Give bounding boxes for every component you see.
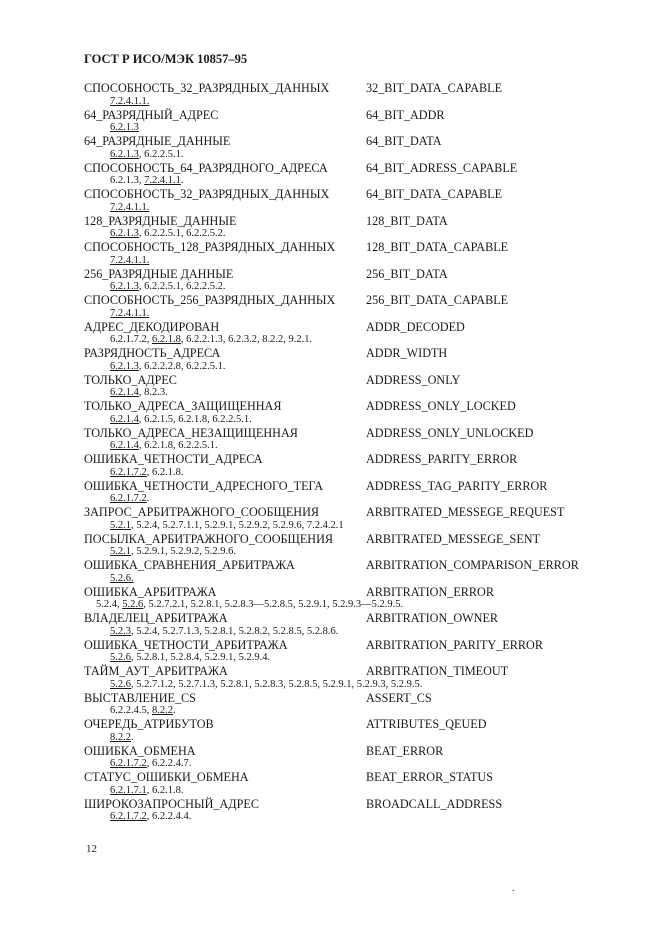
- russian-term: СПОСОБНОСТЬ_128_РАЗРЯДНЫХ_ДАННЫХ: [84, 240, 336, 254]
- clause-reference-text: , 6.2.2.1.3, 6.2.3.2, 8.2.2, 9.2.1.: [180, 334, 313, 345]
- clause-reference-link: 8.2.2: [110, 731, 131, 743]
- clause-references: [84, 573, 644, 586]
- clause-references: [84, 679, 644, 692]
- clause-references: [84, 626, 644, 639]
- glossary-entry: [84, 506, 644, 533]
- clause-reference-link: 6.2.1.7.2: [110, 466, 147, 478]
- term-row: [84, 82, 644, 96]
- clause-references: [84, 308, 644, 321]
- english-term: BROADCALL_ADDRESS: [366, 796, 503, 811]
- clause-reference-link: 6.2.1.7.2: [110, 811, 147, 822]
- clause-reference-text: 6.2.2.4.5,: [110, 705, 152, 716]
- russian-term: СПОСОБНОСТЬ_32_РАЗРЯДНЫХ_ДАННЫХ: [84, 187, 330, 201]
- term-row: [84, 639, 644, 653]
- russian-term: ТОЛЬКО_АДРЕСА_НЕЗАЩИЩЕННАЯ: [84, 425, 298, 440]
- glossary-entry: [84, 321, 644, 348]
- russian-term: ПОСЫЛКА_АРБИТРАЖНОГО_СООБЩЕНИЯ: [84, 531, 334, 546]
- english-term: BEAT_ERROR: [366, 743, 444, 758]
- glossary-entry: [84, 612, 644, 639]
- glossary-entry: [84, 374, 644, 401]
- russian-term: АДРЕС_ДЕКОДИРОВАН: [84, 319, 220, 334]
- clause-reference-link: 7.2.4.1.1.: [110, 95, 150, 107]
- term-row: [84, 427, 644, 441]
- glossary-entry: [84, 453, 644, 480]
- russian-term: ТОЛЬКО_АДРЕС: [84, 372, 177, 387]
- clause-reference-link: 6.2.1.7.2: [110, 758, 147, 769]
- glossary-entry: [84, 586, 644, 613]
- russian-term: ОШИБКА_СРАВНЕНИЯ_АРБИТРАЖА: [84, 558, 295, 572]
- english-term: ARBITRATED_MESSEGE_SENT: [366, 531, 541, 546]
- english-term: ASSERT_CS: [366, 690, 432, 705]
- clause-reference-link: 5.2.1: [110, 546, 131, 557]
- glossary-entry: [84, 347, 644, 374]
- clause-reference-text: , 6.2.2.2.8, 6.2.2.5.1.: [138, 360, 226, 372]
- footer-mark: .: [512, 883, 515, 894]
- clause-reference-text: , 5.2.9.1, 5.2.9.2, 5.2.9.6.: [131, 546, 236, 557]
- clause-references: [84, 732, 644, 745]
- russian-term: СТАТУС_ОШИБКИ_ОБМЕНА: [84, 770, 249, 784]
- clause-reference-text: 6.2.1.7.2,: [110, 334, 152, 345]
- clause-reference-text: , 5.2.7.1.2, 5.2.7.1.3, 5.2.8.1, 5.2.8.3, 5.2.8.5, 5.2.9.1, 5.2.9.3, 5.2.9.5.: [131, 678, 423, 690]
- term-row: [84, 586, 644, 600]
- glossary-entry: [84, 294, 644, 321]
- glossary-entry: [84, 268, 644, 295]
- clause-reference-link: 7.2.4.1.1.: [110, 254, 150, 266]
- glossary-entry: [84, 188, 644, 215]
- term-row: [84, 559, 644, 573]
- clause-reference-link: 7.2.4.1.1.: [110, 307, 150, 319]
- clause-reference-text: 5.2.4,: [96, 599, 123, 610]
- russian-term: ШИРОКОЗАПРОСНЫЙ_АДРЕС: [84, 796, 259, 811]
- english-term: 64_BIT_DATA: [366, 134, 442, 148]
- english-term: 64_BIT_ADRESS_CAPABLE: [366, 160, 518, 175]
- glossary-entry: [84, 162, 644, 189]
- glossary-entry: [84, 400, 644, 427]
- russian-term: СПОСОБНОСТЬ_64_РАЗРЯДНОГО_АДРЕСА: [84, 160, 328, 175]
- russian-term: ТОЛЬКО_АДРЕСА_ЗАЩИЩЕННАЯ: [84, 399, 282, 413]
- document-header: ГОСТ Р ИСО/МЭК 10857–95: [84, 52, 248, 66]
- clause-reference-link: 6.2.1.3: [110, 122, 139, 133]
- term-row: [84, 241, 644, 255]
- term-row: [84, 612, 644, 626]
- glossary-entry: [84, 533, 644, 560]
- clause-references: [84, 149, 644, 162]
- term-row: [84, 294, 644, 308]
- clause-reference-link: 6.2.1.3: [110, 281, 139, 292]
- clause-reference-text: , 5.2.4, 5.2.7.1.1, 5.2.9.1, 5.2.9.2, 5.2.9.6, 7.2.4.2.1: [131, 519, 344, 531]
- term-row: [84, 718, 644, 732]
- clause-reference-text: , 6.2.1.5, 6.2.1.8, 6.2.2.5.1.: [138, 413, 252, 425]
- english-term: 256_BIT_DATA: [366, 266, 448, 281]
- russian-term: ОШИБКА_АРБИТРАЖА: [84, 584, 217, 599]
- russian-term: СПОСОБНОСТЬ_32_РАЗРЯДНЫХ_ДАННЫХ: [84, 81, 330, 95]
- clause-reference-text: , 6.2.1.8.: [146, 784, 184, 796]
- russian-term: 256_РАЗРЯДНЫЕ ДАННЫЕ: [84, 266, 234, 281]
- term-row: [84, 109, 644, 123]
- clause-references: [84, 785, 644, 798]
- term-row: [84, 188, 644, 202]
- term-row: [84, 798, 644, 812]
- term-row: [84, 347, 644, 361]
- clause-reference-text: .: [173, 705, 176, 716]
- english-term: 32_BIT_DATA_CAPABLE: [366, 81, 503, 95]
- clause-reference-text: 6.2.1.3,: [110, 175, 145, 186]
- english-term: ADDRESS_ONLY_LOCKED: [366, 399, 516, 413]
- english-term: ADDRESS_ONLY_UNLOCKED: [366, 425, 534, 440]
- glossary-entry: [84, 745, 644, 772]
- english-term: ADDRESS_ONLY: [366, 372, 461, 387]
- clause-reference-text: , 6.2.1.8.: [146, 466, 184, 478]
- english-term: 64_BIT_ADDR: [366, 107, 445, 122]
- russian-term: ОШИБКА_ЧЕТНОСТИ_АДРЕСНОГО_ТЕГА: [84, 478, 324, 493]
- glossary-entry: [84, 692, 644, 719]
- clause-references: [84, 202, 644, 215]
- english-term: ADDR_WIDTH: [366, 346, 448, 360]
- clause-reference-link: 5.2.6: [110, 652, 131, 663]
- russian-term: 128_РАЗРЯДНЫЕ_ДАННЫЕ: [84, 213, 237, 228]
- clause-reference-link: 6.2.1.4: [110, 387, 139, 398]
- term-row: [84, 135, 644, 149]
- clause-references: [84, 520, 644, 533]
- clause-reference-text: .: [146, 493, 150, 504]
- glossary-entry: [84, 109, 644, 136]
- clause-reference-link: 6.2.1.4: [110, 413, 139, 425]
- clause-reference-link: 5.2.3: [110, 625, 131, 637]
- term-row: [84, 480, 644, 494]
- term-row: [84, 533, 644, 547]
- glossary-entry: [84, 771, 644, 798]
- russian-term: ОЧЕРЕДЬ_АТРИБУТОВ: [84, 717, 214, 731]
- clause-reference-text: , 5.2.7.2.1, 5.2.8.1, 5.2.8.3—5.2.8.5, 5.2.9.1, 5.2.9.3—5.2.9.5.: [143, 599, 404, 610]
- clause-reference-link: 6.2.1.8: [152, 334, 181, 345]
- english-term: ADDR_DECODED: [366, 319, 465, 334]
- clause-reference-link: 5.2.6: [110, 678, 131, 690]
- term-row: [84, 506, 644, 520]
- clause-reference-text: , 6.2.1.8, 6.2.2.5.1.: [138, 440, 218, 451]
- term-row: [84, 745, 644, 759]
- term-row: [84, 771, 644, 785]
- clause-reference-link: 5.2.1: [110, 519, 131, 531]
- clause-reference-link: 6.2.1.7.1: [110, 784, 147, 796]
- clause-references: [84, 414, 644, 427]
- clause-references: [84, 811, 644, 824]
- term-row: [84, 321, 644, 335]
- clause-reference-link: 8.2.2: [152, 705, 173, 716]
- clause-reference-link: 5.2.6: [122, 599, 144, 610]
- glossary-entry: [84, 135, 644, 162]
- glossary-entry: [84, 639, 644, 666]
- english-term: ARBITRATION_TIMEOUT: [366, 664, 509, 678]
- clause-reference-text: .: [180, 175, 184, 186]
- english-term: BEAT_ERROR_STATUS: [366, 770, 494, 784]
- english-term: 128_BIT_DATA: [366, 213, 448, 228]
- english-term: ARBITRATION_COMPARISON_ERROR: [366, 558, 579, 572]
- glossary-entry: [84, 559, 644, 586]
- clause-reference-text: , 5.2.4, 5.2.7.1.3, 5.2.8.1, 5.2.8.2, 5.2.8.5, 5.2.8.6.: [131, 625, 339, 637]
- clause-reference-link: 6.2.1.3: [110, 228, 139, 239]
- clause-reference-text: , 8.2.3.: [138, 387, 168, 398]
- term-row: [84, 400, 644, 414]
- russian-term: РАЗРЯДНОСТЬ_АДРЕСА: [84, 346, 221, 360]
- russian-term: ОШИБКА_ЧЕТНОСТИ_АДРЕСА: [84, 452, 263, 466]
- glossary-entry: [84, 427, 644, 454]
- english-term: ATTRIBUTES_QEUED: [366, 717, 487, 731]
- clause-references: [84, 467, 644, 480]
- russian-term: ВЫСТАВЛЕНИЕ_CS: [84, 690, 196, 705]
- clause-reference-text: .: [131, 731, 134, 743]
- russian-term: ОШИБКА_ЧЕТНОСТИ_АРБИТРАЖА: [84, 637, 288, 652]
- clause-reference-link: 7.2.4.1.1: [144, 175, 181, 186]
- clause-reference-link: 5.2.6.: [110, 572, 134, 584]
- clause-reference-link: 7.2.4.1.1.: [110, 201, 150, 213]
- clause-reference-link: 6.2.1.3: [110, 148, 139, 160]
- english-term: ADDRESS_TAG_PARITY_ERROR: [366, 478, 548, 493]
- glossary-entry: [84, 718, 644, 745]
- english-term: ARBITRATION_OWNER: [366, 611, 499, 625]
- russian-term: ОШИБКА_ОБМЕНА: [84, 743, 196, 758]
- clause-reference-link: 6.2.1.3: [110, 360, 139, 372]
- clause-reference-text: , 5.2.8.1, 5.2.8.4, 5.2.9.1, 5.2.9.4.: [131, 652, 271, 663]
- term-row: [84, 268, 644, 282]
- term-row: [84, 692, 644, 706]
- glossary-entry: [84, 798, 644, 825]
- english-term: ADDRESS_PARITY_ERROR: [366, 452, 518, 466]
- clause-reference-text: , 6.2.2.4.4.: [146, 811, 192, 822]
- english-term: ARBITRATION_ERROR: [366, 584, 494, 599]
- russian-term: ТАЙМ_АУТ_АРБИТРАЖА: [84, 664, 228, 678]
- clause-reference-text: , 6.2.2.5.1, 6.2.2.5.2.: [138, 281, 226, 292]
- glossary-entry: [84, 215, 644, 242]
- russian-term: 64_РАЗРЯДНЫЙ_АДРЕС: [84, 107, 219, 122]
- clause-reference-text: , 6.2.2.5.1.: [138, 148, 184, 160]
- english-term: ARBITRATED_MESSEGE_REQUEST: [366, 505, 565, 519]
- glossary-entry: [84, 241, 644, 268]
- page-number: 12: [86, 843, 97, 855]
- glossary-entry: [84, 665, 644, 692]
- clause-reference-link: 6.2.1.7.2: [110, 493, 147, 504]
- russian-term: ЗАПРОС_АРБИТРАЖНОГО_СООБЩЕНИЯ: [84, 505, 320, 519]
- russian-term: 64_РАЗРЯДНЫЕ_ДАННЫЕ: [84, 134, 231, 148]
- term-row: [84, 453, 644, 467]
- clause-reference-link: 6.2.1.4: [110, 440, 139, 451]
- english-term: 256_BIT_DATA_CAPABLE: [366, 293, 509, 307]
- russian-term: ВЛАДЕЛЕЦ_АРБИТРАЖА: [84, 611, 228, 625]
- english-term: ARBITRATION_PARITY_ERROR: [366, 637, 543, 652]
- glossary-list: [84, 82, 644, 824]
- clause-reference-text: , 6.2.2.5.1, 6.2.2.5.2.: [138, 228, 226, 239]
- term-row: [84, 162, 644, 176]
- clause-references: [84, 361, 644, 374]
- term-row: [84, 374, 644, 388]
- clause-reference-text: , 6.2.2.4.7.: [146, 758, 192, 769]
- term-row: [84, 665, 644, 679]
- clause-references: [84, 255, 644, 268]
- glossary-entry: [84, 480, 644, 507]
- russian-term: СПОСОБНОСТЬ_256_РАЗРЯДНЫХ_ДАННЫХ: [84, 293, 336, 307]
- english-term: 128_BIT_DATA_CAPABLE: [366, 240, 509, 254]
- clause-references: [84, 96, 644, 109]
- english-term: 64_BIT_DATA_CAPABLE: [366, 187, 503, 201]
- glossary-entry: [84, 82, 644, 109]
- term-row: [84, 215, 644, 229]
